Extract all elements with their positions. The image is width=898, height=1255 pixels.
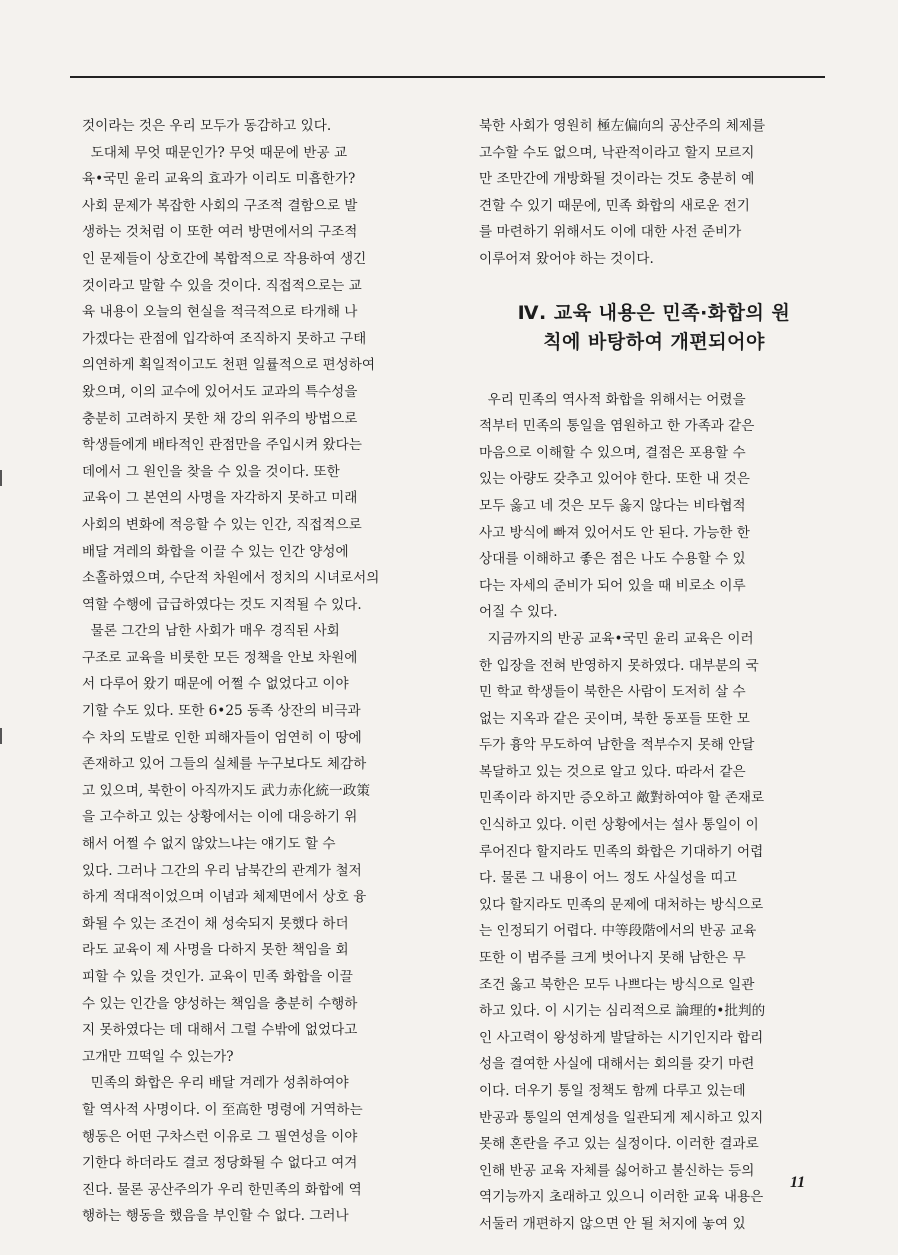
text-line: 또한 이 범주를 크게 벗어나지 못해 남한은 무: [479, 950, 746, 967]
text-line: 두가 흉악 무도하여 남한을 적부수지 못해 안달: [479, 737, 755, 754]
text-line: 조건 옳고 북한은 모두 나쁘다는 방식으로 일관: [479, 976, 755, 993]
text-line: 의연하게 획일적이고도 천편 일률적으로 편성하여: [82, 357, 376, 374]
text-line: 모두 옳고 네 것은 모두 옳지 않다는 비타협적: [479, 497, 746, 514]
right-column: [479, 113, 829, 1238]
scan-edge-mark: [0, 728, 2, 744]
text-line: 있다. 그러나 그간의 우리 남북간의 관계가 철저: [82, 862, 362, 879]
text-line: 배달 겨레의 화합을 이끌 수 있는 인간 양성에: [82, 543, 349, 560]
text-line: 사고 방식에 빠져 있어서도 안 된다. 가능한 한: [479, 524, 750, 541]
text-line: 마음으로 이해할 수 있으며, 결점은 포용할 수: [479, 444, 746, 461]
left-column: [82, 113, 432, 1230]
text-line: 구조로 교육을 비롯한 모든 정책을 안보 차원에: [82, 649, 358, 666]
text-line: 가겠다는 관점에 입각하여 조직하지 못하고 구태: [82, 330, 367, 347]
text-line: 민족의 화합은 우리 배달 겨레가 성취하여야: [82, 1075, 349, 1092]
text-line: 사회 문제가 복잡한 사회의 구조적 결함으로 발: [82, 197, 358, 214]
text-line: 상대를 이해하고 좋은 점은 나도 수용할 수 있: [479, 551, 746, 568]
text-line: 학생들에게 배타적인 관점만을 주입시켜 왔다는: [82, 437, 362, 454]
text-line: 지 못하였다는 데 대해서 그럴 수밖에 없었다고: [82, 1022, 358, 1039]
text-line: 역기능까지 초래하고 있으니 이러한 교육 내용은: [479, 1189, 764, 1206]
text-line: 를 마련하기 위해서도 이에 대한 사전 준비가: [479, 224, 742, 241]
text-line: 다. 물론 그 내용이 어느 정도 사실성을 띠고: [479, 870, 737, 887]
text-line: 행동은 어떤 구차스런 이유로 그 필연성을 이야: [82, 1128, 358, 1145]
text-line: 역할 수행에 급급하였다는 것도 지적될 수 있다.: [82, 596, 362, 613]
text-line: 물론 그간의 남한 사회가 매우 경직된 사회: [82, 623, 340, 640]
text-line: 서 다루어 왔기 때문에 어쩔 수 없었다고 이야: [82, 676, 349, 693]
right-column-top-text: [479, 113, 829, 273]
text-line: 만 조만간에 개방화될 것이라는 것도 충분히 예: [479, 171, 755, 188]
text-line: 없는 지옥과 같은 곳이며, 북한 동포들 또한 모: [479, 710, 750, 727]
text-line: 하고 있다. 이 시기는 심리적으로 論理的•批判的: [479, 1003, 766, 1020]
text-line: 왔으며, 이의 교수에 있어서도 교과의 특수성을: [82, 383, 358, 400]
text-line: 성을 결여한 사실에 대해서는 회의를 갖기 마련: [479, 1056, 755, 1073]
top-rule: [70, 76, 825, 78]
text-line: 수 차의 도발로 인한 피해자들이 엄연히 이 땅에: [82, 729, 362, 746]
text-line: 서둘러 개편하지 않으면 안 될 처지에 놓여 있: [479, 1215, 746, 1232]
text-line: 있다 할지라도 민족의 문제에 대처하는 방식으로: [479, 896, 764, 913]
text-line: 는 인정되기 어렵다. 中等段階에서의 반공 교육: [479, 923, 757, 940]
text-line: 인식하고 있다. 이런 상황에서는 설사 통일이 이: [479, 817, 759, 834]
text-line: 라도 교육이 제 사명을 다하지 못한 책임을 회: [82, 942, 349, 959]
scan-edge-mark: [0, 470, 2, 486]
text-line: 기할 수도 있다. 또한 6•25 동족 상잔의 비극과: [82, 703, 361, 720]
text-line: 견할 수 있기 때문에, 민족 화합의 새로운 전기: [479, 197, 750, 214]
text-line: 이루어져 왔어야 하는 것이다.: [479, 250, 654, 267]
text-line: 고개만 끄떡일 수 있는가?: [82, 1048, 234, 1065]
text-line: 할 역사적 사명이다. 이 至高한 명령에 거역하는: [82, 1101, 363, 1118]
text-line: 을 고수하고 있는 상황에서는 이에 대응하기 위: [82, 809, 358, 826]
text-line: 피할 수 있을 것인가. 교육이 민족 화합을 이끌: [82, 969, 353, 985]
text-line: 해서 어쩔 수 없지 않았느냐는 얘기도 할 수: [82, 836, 336, 853]
text-line: 인 사고력이 왕성하게 발달하는 시기인지라 합리: [479, 1029, 764, 1046]
text-line: 적부터 민족의 통일을 염원하고 한 가족과 같은: [479, 418, 755, 435]
text-line: 존재하고 있어 그들의 실체를 누구보다도 체감하: [82, 756, 367, 773]
text-line: 민족이라 하지만 증오하고 敵對하여야 할 존재로: [479, 790, 765, 807]
text-line: 충분히 고려하지 못한 채 강의 위주의 방법으로: [82, 410, 358, 427]
text-line: 인해 반공 교육 자체를 싫어하고 불신하는 등의: [479, 1162, 755, 1179]
text-line: 인 문제들이 상호간에 복합적으로 작용하여 생긴: [82, 250, 367, 267]
text-line: 어질 수 있다.: [479, 604, 558, 621]
text-line: 이다. 더우기 통일 정책도 함께 다루고 있는데: [479, 1083, 746, 1099]
text-line: 고 있으며, 북한이 아직까지도 武力赤化統一政策: [82, 782, 370, 799]
text-line: 복달하고 있는 것으로 알고 있다. 따라서 같은: [479, 763, 746, 780]
text-line: 행하는 행동을 했음을 부인할 수 없다. 그러나: [82, 1208, 349, 1225]
text-line: 화될 수 있는 조건이 채 성숙되지 못했다 하더: [82, 915, 349, 932]
text-line: 있는 아량도 갖추고 있어야 한다. 또한 내 것은: [479, 471, 750, 488]
text-line: 못해 혼란을 주고 있는 실정이다. 이러한 결과로: [479, 1136, 759, 1153]
text-line: 수 있는 인간을 양성하는 책임을 충분히 수행하: [82, 995, 358, 1012]
text-line: 진다. 물론 공산주의가 우리 한민족의 화합에 역: [82, 1181, 362, 1198]
text-line: 육•국민 윤리 교육의 효과가 이리도 미흡한가?: [82, 171, 356, 188]
text-line: 다는 자세의 준비가 되어 있을 때 비로소 이루: [479, 577, 746, 594]
text-line: 북한 사회가 영원히 極左偏向의 공산주의 체제를: [479, 118, 766, 134]
text-line: 민 학교 학생들이 북한은 사람이 도저히 살 수: [479, 684, 746, 701]
text-line: 사회의 변화에 적응할 수 있는 인간, 직접적으로: [82, 516, 362, 533]
section-heading: [479, 299, 829, 357]
text-line: 도대체 무엇 때문인가? 무엇 때문에 반공 교: [82, 144, 348, 161]
text-line: 루어진다 할지라도 민족의 화합은 기대하기 어렵: [479, 843, 764, 860]
text-line: 우리 민족의 역사적 화합을 위해서는 어렸을: [479, 391, 746, 408]
text-line: 것이라는 것은 우리 모두가 동감하고 있다.: [82, 118, 332, 134]
text-line: 기한다 하더라도 결코 정당화될 수 없다고 여겨: [82, 1155, 358, 1172]
text-line: 육 내용이 오늘의 현실을 적극적으로 타개해 나: [82, 304, 358, 321]
text-line: 고수할 수도 없으며, 낙관적이라고 할지 모르지: [479, 144, 755, 161]
section-heading-line-2: 칙에 바탕하여 개편되어야: [543, 330, 765, 353]
text-line: 교육이 그 본연의 사명을 자각하지 못하고 미래: [82, 490, 358, 507]
text-line: 반공과 통일의 연계성을 일관되게 제시하고 있지: [479, 1109, 764, 1126]
text-line: 소홀하였으며, 수단적 차원에서 정치의 시녀로서의: [82, 570, 380, 587]
section-heading-line-1: Ⅳ. 교육 내용은 민족·화합의 원: [517, 301, 791, 324]
text-line: 한 입장을 전혀 반영하지 못하였다. 대부분의 국: [479, 657, 759, 674]
text-line: 하게 적대적이었으며 이념과 체제면에서 상호 융: [82, 889, 367, 906]
text-line: 데에서 그 원인을 찾을 수 있을 것이다. 또한: [82, 463, 340, 480]
text-line: 지금까지의 반공 교육•국민 윤리 교육은 이러: [479, 630, 754, 647]
text-line: 것이라고 말할 수 있을 것이다. 직접적으로는 교: [82, 277, 362, 294]
text-line: 생하는 것처럼 이 또한 여러 방면에서의 구조적: [82, 224, 358, 241]
right-column-body-text: [479, 387, 829, 1238]
page-number: 11: [790, 1174, 806, 1191]
